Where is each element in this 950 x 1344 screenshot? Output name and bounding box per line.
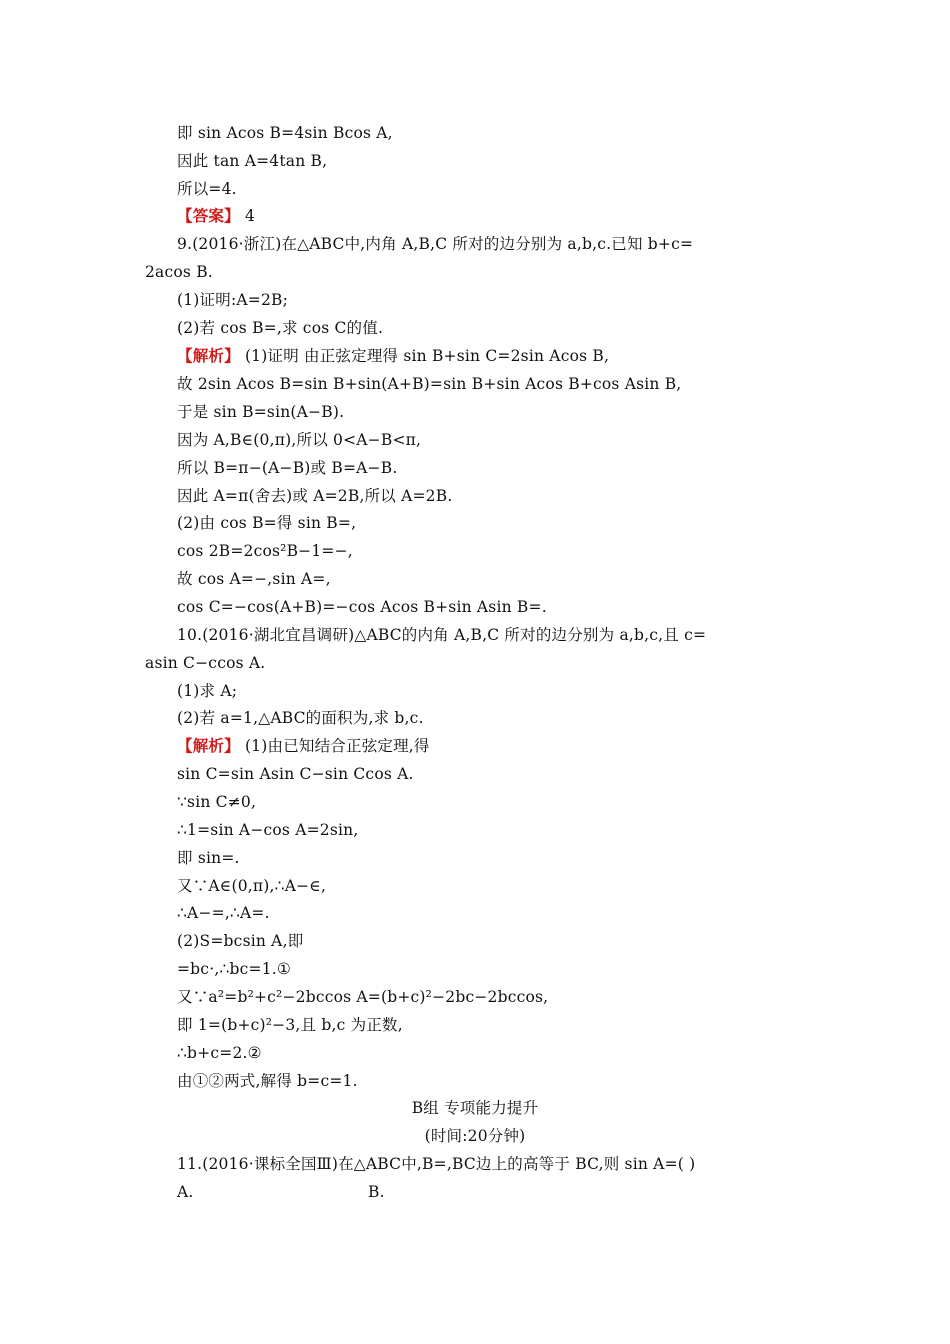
text-line: 故 2sin Acos B=sin B+sin(A+B)=sin B+sin Acos B+cos Asin B, — [177, 375, 682, 393]
text-line: 因为 A,B∈(0,π),所以 0<A−B<π, — [177, 431, 422, 449]
text-line: 故 cos A=−,sin A=, — [177, 570, 331, 588]
option-a: A. — [177, 1183, 194, 1201]
text-line: 即 sin Acos B=4sin Bcos A, — [177, 124, 393, 142]
solution-text: (1)证明 由正弦定理得 sin B+sin C=2sin Acos B, — [239, 347, 610, 365]
section-subheading: (时间:20分钟) — [424, 1127, 526, 1145]
solution-line — [177, 346, 609, 366]
text-line: ∴b+c=2.② — [177, 1044, 262, 1062]
text-line: =bc·,∴bc=1.① — [177, 960, 291, 978]
text-line: cos 2B=2cos²B−1=−, — [177, 542, 353, 560]
problem-9-stem-cont: 2acos B. — [145, 263, 213, 281]
problem-9-stem: 9.(2016·浙江)在△ABC中,内角 A,B,C 所对的边分别为 a,b,c.已知 b+c= — [177, 235, 694, 253]
problem-11-stem: 11.(2016·课标全国Ⅲ)在△ABC中,B=,BC边上的高等于 BC,则 sin A=( ) — [177, 1155, 696, 1173]
answer-value: 4 — [239, 207, 256, 225]
text-line: 即 1=(b+c)²−3,且 b,c 为正数, — [177, 1016, 403, 1034]
solution-line — [177, 736, 430, 756]
text-line: 由①②两式,解得 b=c=1. — [177, 1072, 358, 1090]
problem-9-part-2: (2)若 cos B=,求 cos C的值. — [177, 319, 384, 337]
answer-tag: 【答案】 — [177, 206, 240, 225]
text-line: 于是 sin B=sin(A−B). — [177, 403, 345, 421]
text-line: cos C=−cos(A+B)=−cos Acos B+sin Asin B=. — [177, 598, 547, 616]
text-line: ∴1=sin A−cos A=2sin, — [177, 821, 359, 839]
solution-tag: 【解析】 — [177, 346, 240, 365]
text-line: (2)S=bcsin A,即 — [177, 932, 304, 950]
text-line: 因此 tan A=4tan B, — [177, 152, 328, 170]
solution-tag: 【解析】 — [177, 736, 240, 755]
text-line: 又∵a²=b²+c²−2bccos A=(b+c)²−2bc−2bccos, — [177, 988, 549, 1006]
problem-10-stem-cont: asin C−ccos A. — [145, 654, 266, 672]
text-line: 即 sin=. — [177, 849, 240, 867]
solution-text: (1)由已知结合正弦定理,得 — [239, 737, 430, 755]
text-line: (2)由 cos B=得 sin B=, — [177, 514, 357, 532]
text-line: sin C=sin Asin C−sin Ccos A. — [177, 765, 414, 783]
text-line: 又∵A∈(0,π),∴A−∈, — [177, 877, 327, 895]
text-line: ∴A−=,∴A=. — [177, 904, 270, 922]
text-line: 所以 B=π−(A−B)或 B=A−B. — [177, 459, 398, 477]
text-line: 所以=4. — [177, 180, 237, 198]
problem-9-part-1: (1)证明:A=2B; — [177, 291, 289, 309]
problem-11-options — [177, 1182, 577, 1202]
answer-line — [177, 206, 255, 226]
text-line: ∵sin C≠0, — [177, 793, 257, 811]
option-b: B. — [368, 1183, 385, 1201]
problem-10-stem: 10.(2016·湖北宜昌调研)△ABC的内角 A,B,C 所对的边分别为 a,b,c,且 c= — [177, 626, 707, 644]
section-heading: B组 专项能力提升 — [411, 1099, 539, 1117]
problem-10-part-1: (1)求 A; — [177, 682, 238, 700]
text-line: 因此 A=π(舍去)或 A=2B,所以 A=2B. — [177, 487, 453, 505]
problem-10-part-2: (2)若 a=1,△ABC的面积为,求 b,c. — [177, 709, 424, 727]
